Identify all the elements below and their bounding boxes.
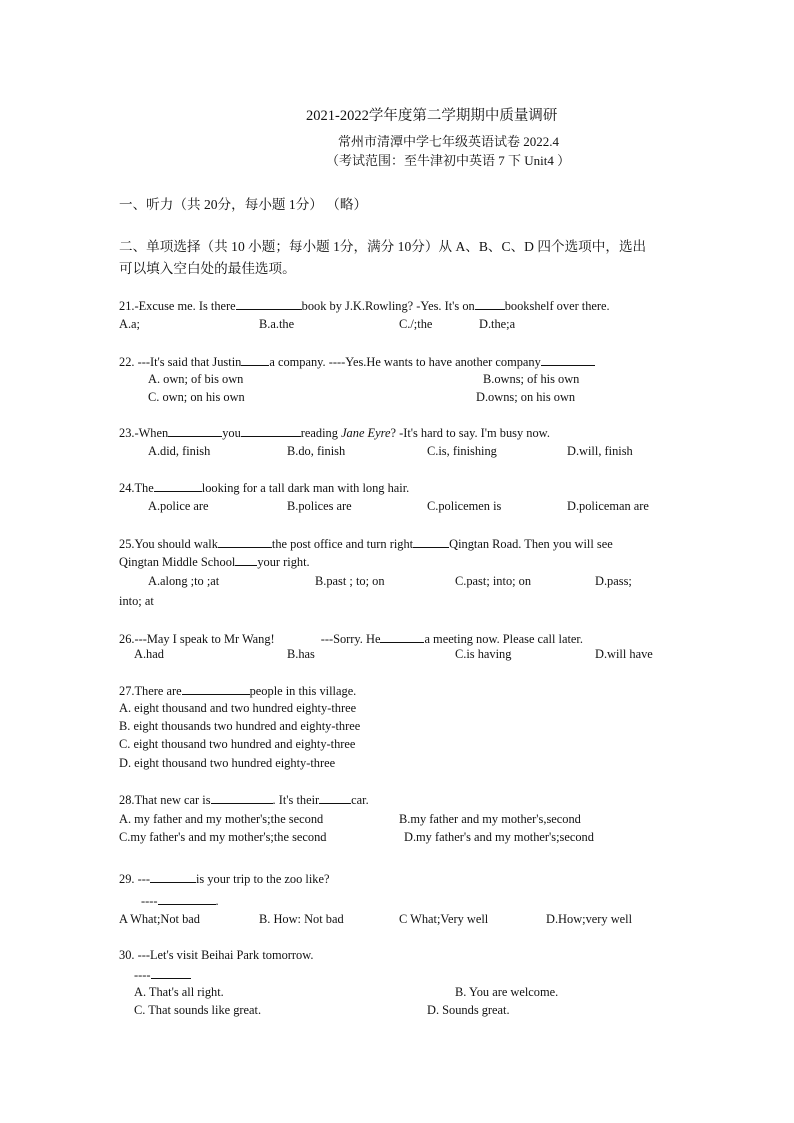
answer-blank <box>168 425 222 437</box>
exam-subtitle: 常州市清潭中学七年级英语试卷 2022.4 <box>338 134 560 149</box>
answer-blank <box>541 354 595 366</box>
option-22-b: B.owns; of his own <box>483 372 580 386</box>
question-25-stem: 25.You should walk the post office and turn right Qingtan Road. Then you will see <box>119 537 613 551</box>
answer-blank <box>154 480 202 492</box>
option-23-d: D.will, finish <box>567 444 633 458</box>
question-24-stem: 24.The looking for a tall dark man with long hair. <box>119 481 410 495</box>
question-23-stem: 23.-When you reading Jane Eyre? -It's hard to say. I'm busy now. <box>119 426 550 440</box>
exam-scope: （考试范围：至牛津初中英语 7 下 Unit4 ） <box>326 153 571 168</box>
option-21-d: D.the;a <box>479 317 516 331</box>
option-22-d: D.owns; on his own <box>476 390 576 404</box>
option-25-a: A.along ;to ;at <box>148 574 220 588</box>
option-27-a: A. eight thousand and two hundred eighty-three <box>119 701 357 715</box>
option-26-b: B.has <box>287 647 315 661</box>
question-21-stem: 21.-Excuse me. Is there book by J.K.Rowling? -Yes. It's on bookshelf over there. <box>119 299 610 313</box>
answer-blank <box>380 631 424 643</box>
option-29-d: D.How;very well <box>546 912 633 926</box>
option-30-a: A. That's all right. <box>134 985 224 999</box>
option-24-a: A.police are <box>148 499 209 513</box>
option-25-b: B.past ; to; on <box>315 574 385 588</box>
question-28-stem: 28.That new car is . It's their car. <box>119 793 369 807</box>
option-29-a: A What;Not bad <box>119 912 200 926</box>
option-26-d: D.will have <box>595 647 653 661</box>
option-27-d: D. eight thousand two hundred eighty-three <box>119 756 336 770</box>
option-25-c: C.past; into; on <box>455 574 532 588</box>
answer-blank <box>241 425 301 437</box>
answer-blank <box>241 354 269 366</box>
option-21-b: B.a.the <box>259 317 295 331</box>
question-22-stem: 22. ---It's said that Justin a company. ----Yes.He wants to have another company <box>119 354 595 370</box>
answer-blank <box>475 298 505 310</box>
option-23-a: A.did, finish <box>148 444 211 458</box>
option-30-d: D. Sounds great. <box>427 1003 510 1017</box>
option-24-d: D.policeman are <box>567 499 649 513</box>
option-26-a: A.had <box>134 647 164 661</box>
option-23-c: C.is, finishing <box>427 444 497 458</box>
option-28-a: A. my father and my mother's;the second <box>119 812 324 826</box>
option-25-d: D.pass; <box>595 574 632 588</box>
option-21-a: A.a; <box>119 317 140 331</box>
question-29-stem: 29. --- is your trip to the zoo like? <box>119 872 330 886</box>
option-26-c: C.is having <box>455 647 512 661</box>
answer-blank <box>236 298 302 310</box>
question-25-stem-cont: Qingtan Middle School your right. <box>119 555 310 569</box>
option-29-c: C What;Very well <box>399 912 489 926</box>
question-27-stem: 27.There are people in this village. <box>119 684 357 698</box>
answer-blank <box>413 536 449 548</box>
answer-blank <box>158 893 216 905</box>
section-choice-line1: 二、单项选择（共 10 小题；每小题 1分，满分 10分）从 A、B、C、D 四个选项中，选出 <box>119 239 647 254</box>
answer-blank <box>182 683 250 695</box>
option-30-b: B. You are welcome. <box>455 985 559 999</box>
option-24-b: B.polices are <box>287 499 352 513</box>
answer-blank <box>319 792 351 804</box>
option-27-b: B. eight thousands two hundred and eighty-three <box>119 719 361 733</box>
answer-blank <box>150 871 196 883</box>
exam-title: 2021-2022学年度第二学期期中质量调研 <box>306 108 558 124</box>
option-21-c: C./;the <box>399 317 433 331</box>
option-30-c: C. That sounds like great. <box>134 1003 262 1017</box>
answer-blank <box>218 536 272 548</box>
section-choice-line2: 可以填入空白处的最佳选项。 <box>119 261 296 276</box>
option-24-c: C.policemen is <box>427 499 502 513</box>
answer-blank <box>151 967 191 979</box>
option-22-c: C. own; on his own <box>148 390 245 404</box>
option-28-b: B.my father and my mother's,second <box>399 812 581 826</box>
question-30-reply: ---- <box>134 967 191 983</box>
question-30-stem: 30. ---Let's visit Beihai Park tomorrow. <box>119 948 314 962</box>
section-listening: 一、听力（共 20分，每小题 1分） （略） <box>119 197 368 212</box>
option-22-a: A. own; of bis own <box>148 372 244 386</box>
book-title: Jane Eyre <box>341 426 391 440</box>
question-26-stem: 26.---May I speak to Mr Wang! ---Sorry. He a meeting now. Please call later. <box>119 632 583 646</box>
option-28-c: C.my father's and my mother's;the second <box>119 830 327 844</box>
option-25-d-cont: into; at <box>119 594 154 608</box>
answer-blank <box>211 792 273 804</box>
option-28-d: D.my father's and my mother's;second <box>404 830 594 844</box>
option-23-b: B.do, finish <box>287 444 346 458</box>
question-29-reply: ---- . <box>141 894 219 908</box>
answer-blank <box>235 554 257 566</box>
option-29-b: B. How: Not bad <box>259 912 344 926</box>
option-27-c: C. eight thousand two hundred and eighty-three <box>119 737 356 751</box>
